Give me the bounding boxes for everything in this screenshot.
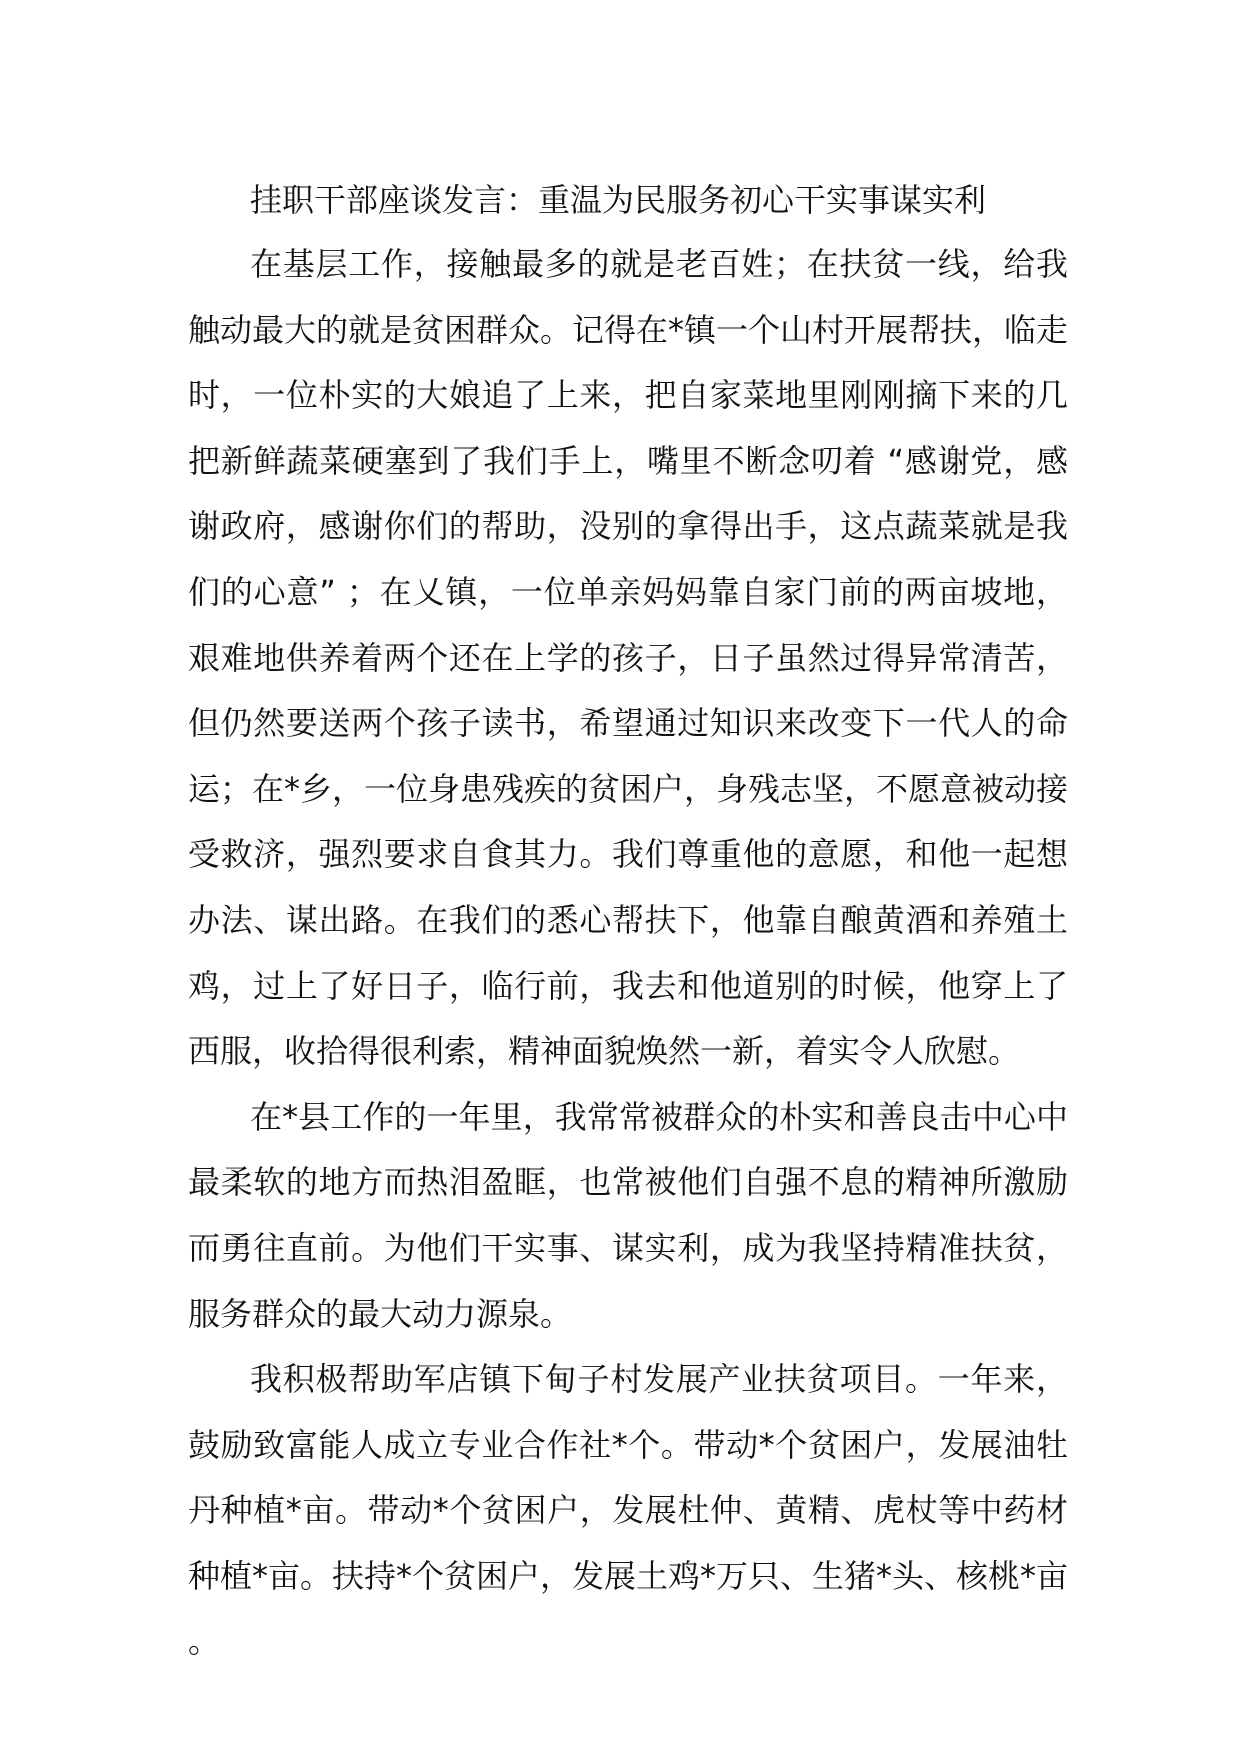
document-body (188, 170, 1068, 1675)
paragraph-1: 在基层工作，接触最多的就是老百姓；在扶贫一线，给我触动最大的就是贫困群众。记得在*镇一个山村开展帮扶，临走时，一位朴实的大娘追了上来，把自家菜地里刚刚摘下来的几把新鲜蔬菜硬塞到了我们手上，嘴里不断念叨着 “感谢党，感谢政府，感谢你们的帮助，没别的拿得出手，这点蔬菜就是我们的心意” ；在乂镇，一位单亲妈妈靠自家门前的两亩坡地，艰难地供养着两个还在上学的孩子，日子虽然过得异常清苦，但仍然要送两个孩子读书，希望通过知识来改变下一代人的命运；在*乡，一位身患残疾的贫困户，身残志坚，不愿意被动接受救济，强烈要求自食其力。我们尊重他的意愿，和他一起想办法、谋出路。在我们的悉心帮扶下，他靠自酿黄酒和养殖土鸡，过上了好日子，临行前，我去和他道别的时候，他穿上了西服，收拾得很利索，精神面貌焕然一新，着实令人欣慰。 (188, 245, 1069, 1071)
document-title: 挂职干部座谈发言：重温为民服务初心干实事谋实利 (250, 181, 987, 219)
paragraph-2: 在*县工作的一年里，我常常被群众的朴实和善良击中心中最柔软的地方而热泪盈眶，也常被他们自强不息的精神所激励而勇往直前。为他们干实事、谋实利，成为我坚持精准扶贫，服务群众的最大动力源泉。 (188, 1097, 1068, 1333)
paragraph-3: 我积极帮助军店镇下甸子村发展产业扶贫项目。一年来，鼓励致富能人成立专业合作社*个。带动*个贫困户，发展油牡丹种植*亩。带动*个贫困户，发展杜仲、黄精、虎杖等中药材种植*亩。扶持*个贫困户，发展土鸡*万只、生猪*头、核桃*亩。 (188, 1360, 1069, 1661)
